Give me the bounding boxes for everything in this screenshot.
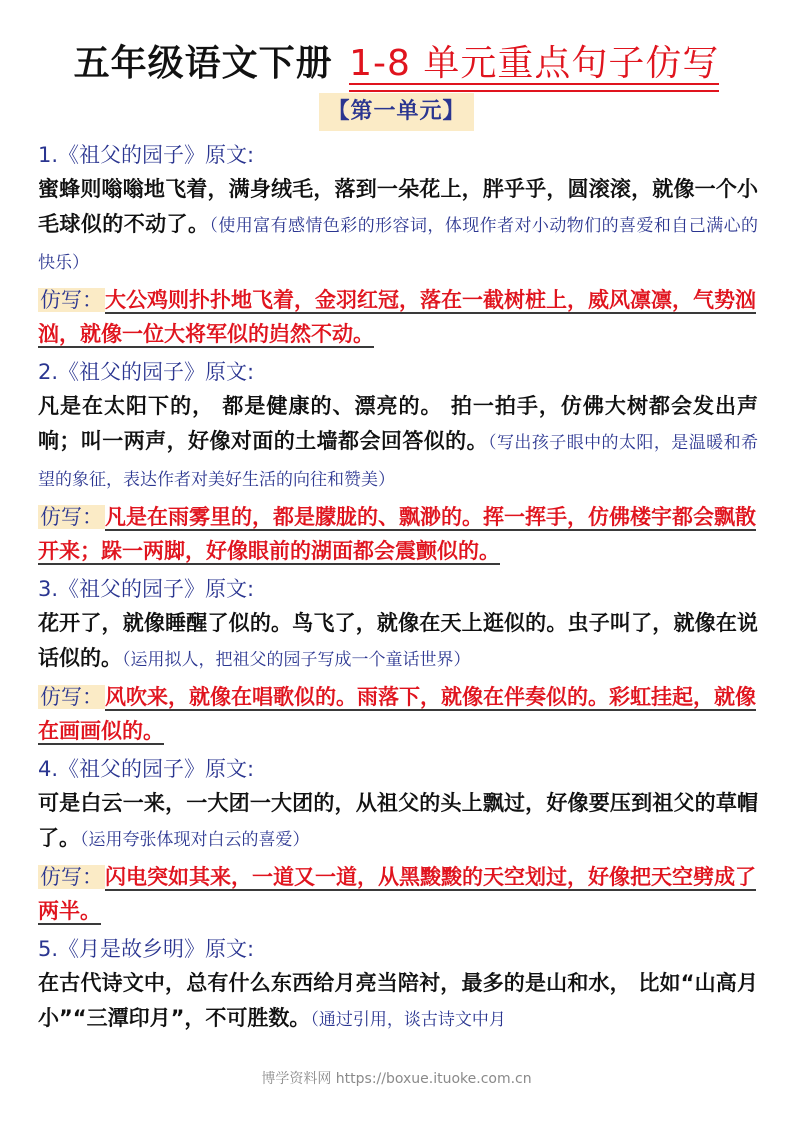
imitation-block	[38, 500, 758, 568]
item-heading: 3.《祖父的园子》原文:	[38, 577, 255, 601]
title-grade-text: 五年级语文下册	[73, 43, 333, 84]
analysis-note: （写出孩子眼中的太阳，是温暖和希望的象征，表达作者对美好生活的向往和赞美）	[38, 433, 759, 490]
imitation-sentence: 凡是在雨雾里的，都是朦胧的、飘渺的。挥一挥手，仿佛楼宇都会飘散开来；跺一两脚，好像眼前的湖面都会震颤似的。	[38, 505, 756, 563]
original-sentence: 蜜蜂则嗡嗡地飞着，满身绒毛，落到一朵花上，胖乎乎，圆滚滚，就像一个小毛球似的不动了。	[38, 177, 758, 236]
original-sentence: 可是白云一来，一大团一大团的，从祖父的头上飘过，好像要压到祖父的草帽了。	[38, 791, 758, 850]
page-title	[0, 40, 793, 88]
sentence-item	[38, 138, 758, 351]
content-body	[38, 138, 758, 1038]
imitation-block	[38, 283, 758, 351]
original-text	[38, 172, 758, 281]
unit-badge: 【第一单元】	[319, 93, 473, 131]
item-heading: 2.《祖父的园子》原文:	[38, 360, 255, 384]
imitation-label: 仿写：	[40, 505, 103, 529]
imitation-label: 仿写：	[40, 685, 103, 709]
sentence-item	[38, 355, 758, 568]
imitation-sentence: 大公鸡则扑扑地飞着，金羽红冠，落在一截树桩上，威风凛凛，气势汹汹，就像一位大将军似的岿然不动。	[38, 288, 756, 346]
title-topic-text: 1-8 单元重点句子仿写	[349, 40, 719, 88]
imitation-block	[38, 680, 758, 748]
item-heading: 1.《祖父的园子》原文:	[38, 143, 255, 167]
analysis-note: （运用拟人，把祖父的园子写成一个童话世界）	[122, 650, 471, 670]
original-text	[38, 389, 758, 498]
imitation-sentence: 闪电突如其来，一道又一道，从黑黢黢的天空划过，好像把天空劈成了两半。	[38, 865, 756, 923]
item-heading: 4.《祖父的园子》原文:	[38, 757, 255, 781]
imitation-block	[38, 860, 758, 928]
sentence-item	[38, 932, 758, 1038]
sentence-item	[38, 572, 758, 748]
imitation-sentence: 风吹来，就像在唱歌似的。雨落下，就像在伴奏似的。彩虹挂起，就像在画画似的。	[38, 685, 756, 743]
original-text	[38, 966, 758, 1038]
sentence-item	[38, 752, 758, 928]
item-heading: 5.《月是故乡明》原文:	[38, 937, 255, 961]
analysis-note: （通过引用，谈古诗文中月	[310, 1010, 506, 1030]
original-text	[38, 606, 758, 678]
analysis-note: （运用夸张体现对白云的喜爱）	[80, 830, 310, 850]
original-sentence: 凡是在太阳下的， 都是健康的、漂亮的。 拍一拍手，仿佛大树都会发出声响；叫一两声，好像对面的土墙都会回答似的。	[38, 394, 758, 453]
analysis-note: （使用富有感情色彩的形容词，体现作者对小动物们的喜爱和自己满心的快乐）	[38, 216, 759, 273]
unit-header	[0, 93, 793, 131]
imitation-label: 仿写：	[40, 288, 103, 312]
footer-watermark: 博学资料网 https://boxue.ituoke.com.cn	[261, 1071, 532, 1087]
original-sentence: 在古代诗文中，总有什么东西给月亮当陪衬，最多的是山和水， 比如“山高月小”“三潭印月”，不可胜数。	[38, 971, 758, 1030]
original-sentence: 花开了，就像睡醒了似的。鸟飞了，就像在天上逛似的。虫子叫了，就像在说话似的。	[38, 611, 758, 670]
imitation-label: 仿写：	[40, 865, 103, 889]
original-text	[38, 786, 758, 858]
